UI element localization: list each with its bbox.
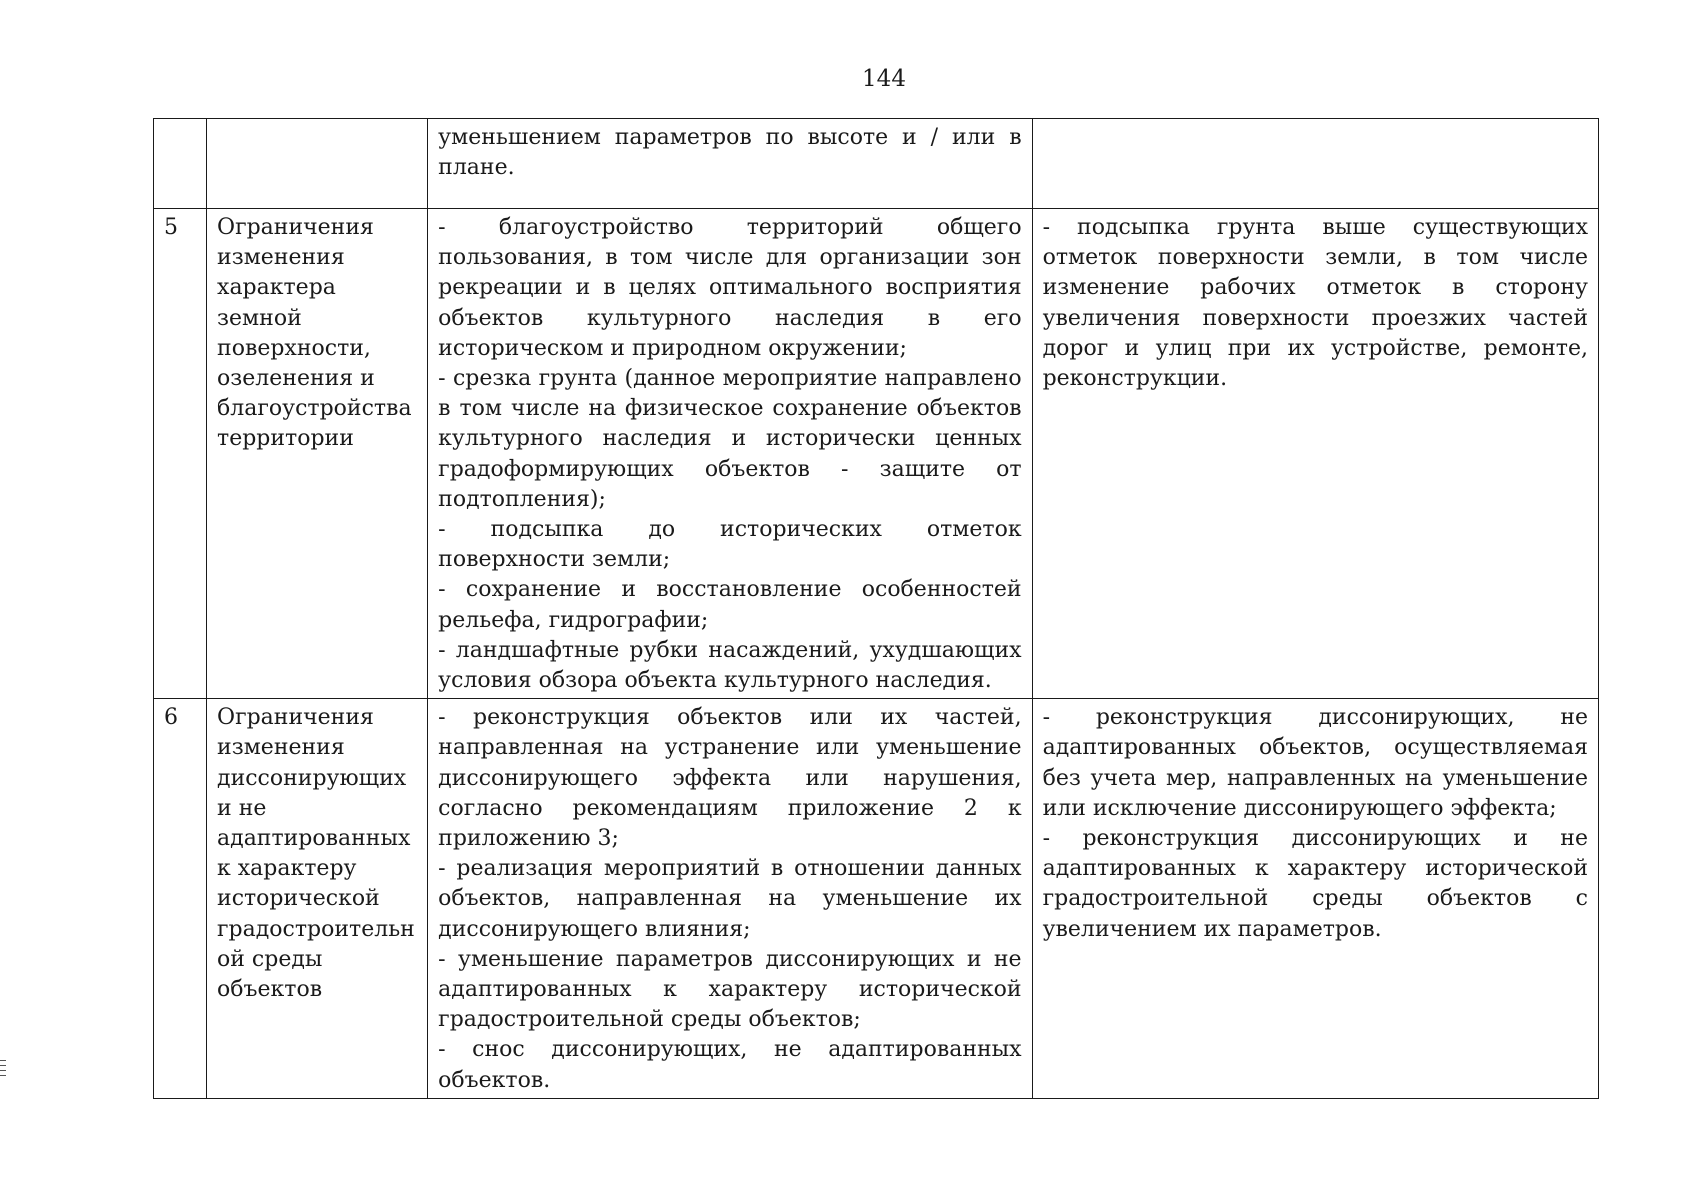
- forbidden-measures-cell: [1032, 119, 1598, 209]
- scan-mark: [0, 1070, 6, 1071]
- name-line: Ограничения: [217, 215, 374, 240]
- scan-mark: [0, 1060, 6, 1061]
- row-number-cell: [154, 119, 207, 209]
- allowed-paragraph: - реализация мероприятий в отношении данных объектов, направленная на уменьшение их диссонирующего влияния;: [438, 856, 1022, 942]
- name-line: озеленения и: [217, 366, 375, 392]
- restrictions-table: [153, 118, 1599, 1099]
- restriction-name-cell: [207, 119, 428, 209]
- scan-edge-marks: [0, 1060, 6, 1080]
- name-line: изменения: [217, 735, 345, 761]
- allowed-measures-cell: [428, 699, 1032, 1099]
- name-line: территории: [217, 426, 354, 452]
- allowed-paragraph: - срезка грунта (данное мероприятие направлено в том числе на физическое сохранение объектов культурного наследия и исторически ценных градоформирующих объектов - защите от подтопления);: [438, 366, 1022, 512]
- table-row: [154, 119, 1599, 209]
- table-row: [154, 209, 1599, 699]
- name-line: градостроительн: [217, 916, 415, 942]
- name-line: объектов: [217, 977, 323, 1003]
- name-line: диссонирующих: [217, 765, 407, 791]
- row-number-cell: 6: [154, 699, 207, 1099]
- name-line: и не: [217, 795, 267, 821]
- allowed-paragraph: - уменьшение параметров диссонирующих и не адаптированных к характеру исторической градостроительной среды объектов;: [438, 946, 1022, 1033]
- forbidden-paragraph: - реконструкция диссонирующих, не адаптированных объектов, осуществляемая без учета мер, направленных на уменьшение или исключение диссонирующего эффекта;: [1042, 705, 1588, 821]
- allowed-paragraph: - благоустройство территорий общего пользования, в том числе для организации зон рекреации и в целях оптимального восприятия объектов культурного наследия в его историческом и природном окружении;: [438, 215, 1022, 361]
- allowed-paragraph: - реконструкция объектов или их частей, направленная на устранение или уменьшение диссонирующего эффекта или нарушения, согласно рекомендациям приложение 2 к приложению 3;: [438, 705, 1022, 852]
- name-line: Ограничения: [217, 705, 374, 731]
- restriction-name-cell: [207, 699, 428, 1099]
- allowed-paragraph: - подсыпка до исторических отметок поверхности земли;: [438, 517, 1022, 573]
- row-number-cell: 5: [154, 209, 207, 699]
- allowed-measures-cell: [428, 209, 1032, 699]
- name-line: характера земной: [217, 275, 336, 331]
- name-line: адаптированных: [217, 826, 411, 852]
- name-line: поверхности,: [217, 335, 371, 361]
- table-row: [154, 699, 1599, 1099]
- name-line: изменения: [217, 245, 345, 271]
- forbidden-paragraph: - реконструкция диссонирующих и не адаптированных к характеру исторической градостроительной среды объектов с увеличением их параметров.: [1042, 826, 1588, 942]
- scan-mark: [0, 1075, 6, 1076]
- name-line: к характеру: [217, 856, 357, 882]
- restriction-name-cell: [207, 209, 428, 699]
- name-line: благоустройства: [217, 396, 412, 422]
- forbidden-measures-cell: [1032, 699, 1598, 1099]
- forbidden-paragraph: - подсыпка грунта выше существующих отметок поверхности земли, в том числе изменение рабочих отметок в сторону увеличения поверхности проезжих частей дорог и улиц при их устройстве, ремонте, реконструкции.: [1042, 215, 1588, 392]
- allowed-measures-cell: [428, 119, 1032, 209]
- allowed-paragraph: - снос диссонирующих, не адаптированных объектов.: [438, 1037, 1022, 1093]
- forbidden-measures-cell: [1032, 209, 1598, 699]
- name-line: ой среды: [217, 946, 323, 972]
- allowed-paragraph: уменьшением параметров по высоте и / или в плане.: [438, 125, 1022, 181]
- allowed-paragraph: - сохранение и восстановление особенностей рельефа, гидрографии;: [438, 577, 1022, 633]
- name-line: исторической: [217, 886, 380, 912]
- page-number: 144: [862, 66, 906, 92]
- scan-mark: [0, 1065, 6, 1066]
- allowed-paragraph: - ландшафтные рубки насаждений, ухудшающих условия обзора объекта культурного наследия.: [438, 637, 1022, 694]
